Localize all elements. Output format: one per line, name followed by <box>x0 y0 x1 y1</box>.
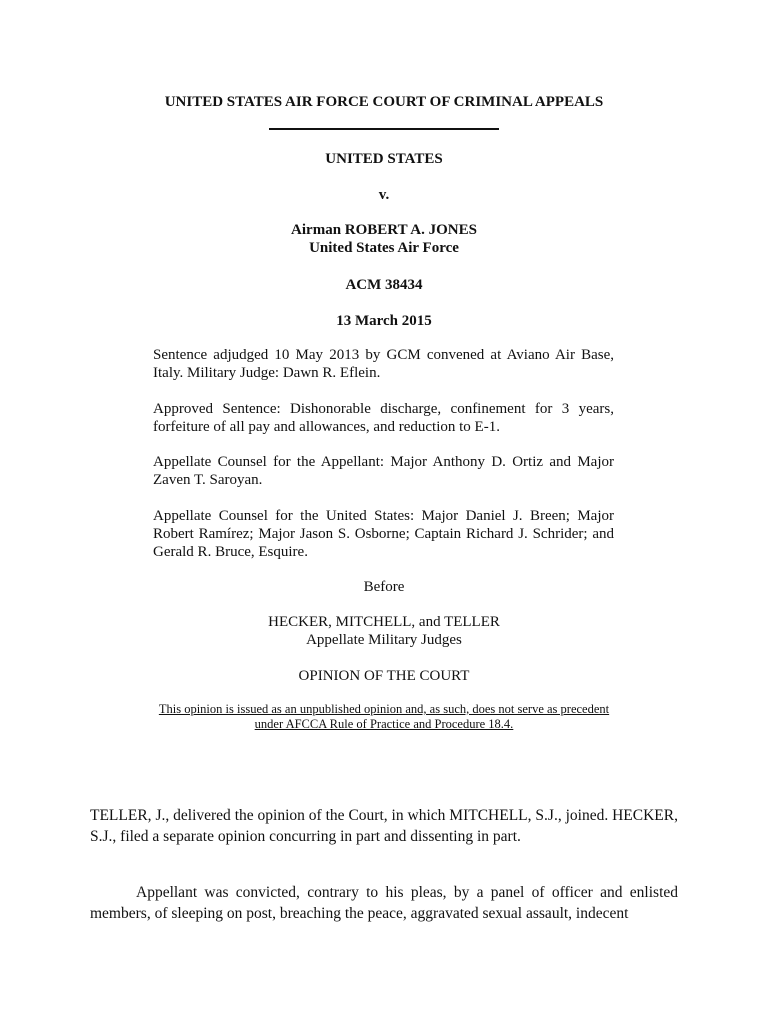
authorship-paragraph: TELLER, J., delivered the opinion of the Court, in which MITCHELL, S.J., joined. HECKER, S.J., filed a separate opinion concurring in part and dissenting in part. <box>90 807 678 845</box>
party-one: UNITED STATES <box>325 151 443 167</box>
notice-line-2: under AFCCA Rule of Practice and Procedure 18.4. <box>254 717 514 731</box>
panel-judges: HECKER, MITCHELL, and TELLER <box>268 614 500 630</box>
body-paragraph: Appellant was convicted, contrary to his pleas, by a panel of officer and enlisted members, of sleeping on post, breaching the peace, aggravated sexual assault, indecent <box>90 884 678 922</box>
panel-judges-title: Appellate Military Judges <box>306 632 462 648</box>
court-name: UNITED STATES AIR FORCE COURT OF CRIMINAL APPEALS <box>164 94 604 110</box>
docket-number: ACM 38434 <box>345 277 423 293</box>
versus: v. <box>378 187 390 203</box>
approved-sentence: Approved Sentence: Dishonorable discharge, confinement for 3 years, forfeiture of all pay and allowances, and reduction to E-1. <box>153 401 614 435</box>
sentence-adjudged: Sentence adjudged 10 May 2013 by GCM convened at Aviano Air Base, Italy. Military Judge: Dawn R. Eflein. <box>153 347 614 381</box>
opinion-heading: OPINION OF THE COURT <box>298 668 470 684</box>
appellant-counsel: Appellate Counsel for the Appellant: Major Anthony D. Ortiz and Major Zaven T. Saroyan. <box>153 454 614 488</box>
before-label: Before <box>363 579 405 595</box>
title-divider <box>269 128 499 130</box>
appellant-name: Airman ROBERT A. JONES <box>291 222 477 238</box>
appellant-service: United States Air Force <box>309 240 459 256</box>
notice-line-1: This opinion is issued as an unpublished opinion and, as such, does not serve as precedent <box>158 702 610 716</box>
decision-date: 13 March 2015 <box>336 313 432 329</box>
government-counsel: Appellate Counsel for the United States: Major Daniel J. Breen; Major Robert Ramírez; Major Jason S. Osborne; Captain Richard J. Schrider; and Gerald R. Bruce, Esquire. <box>153 508 614 560</box>
unpublished-notice <box>150 702 618 732</box>
